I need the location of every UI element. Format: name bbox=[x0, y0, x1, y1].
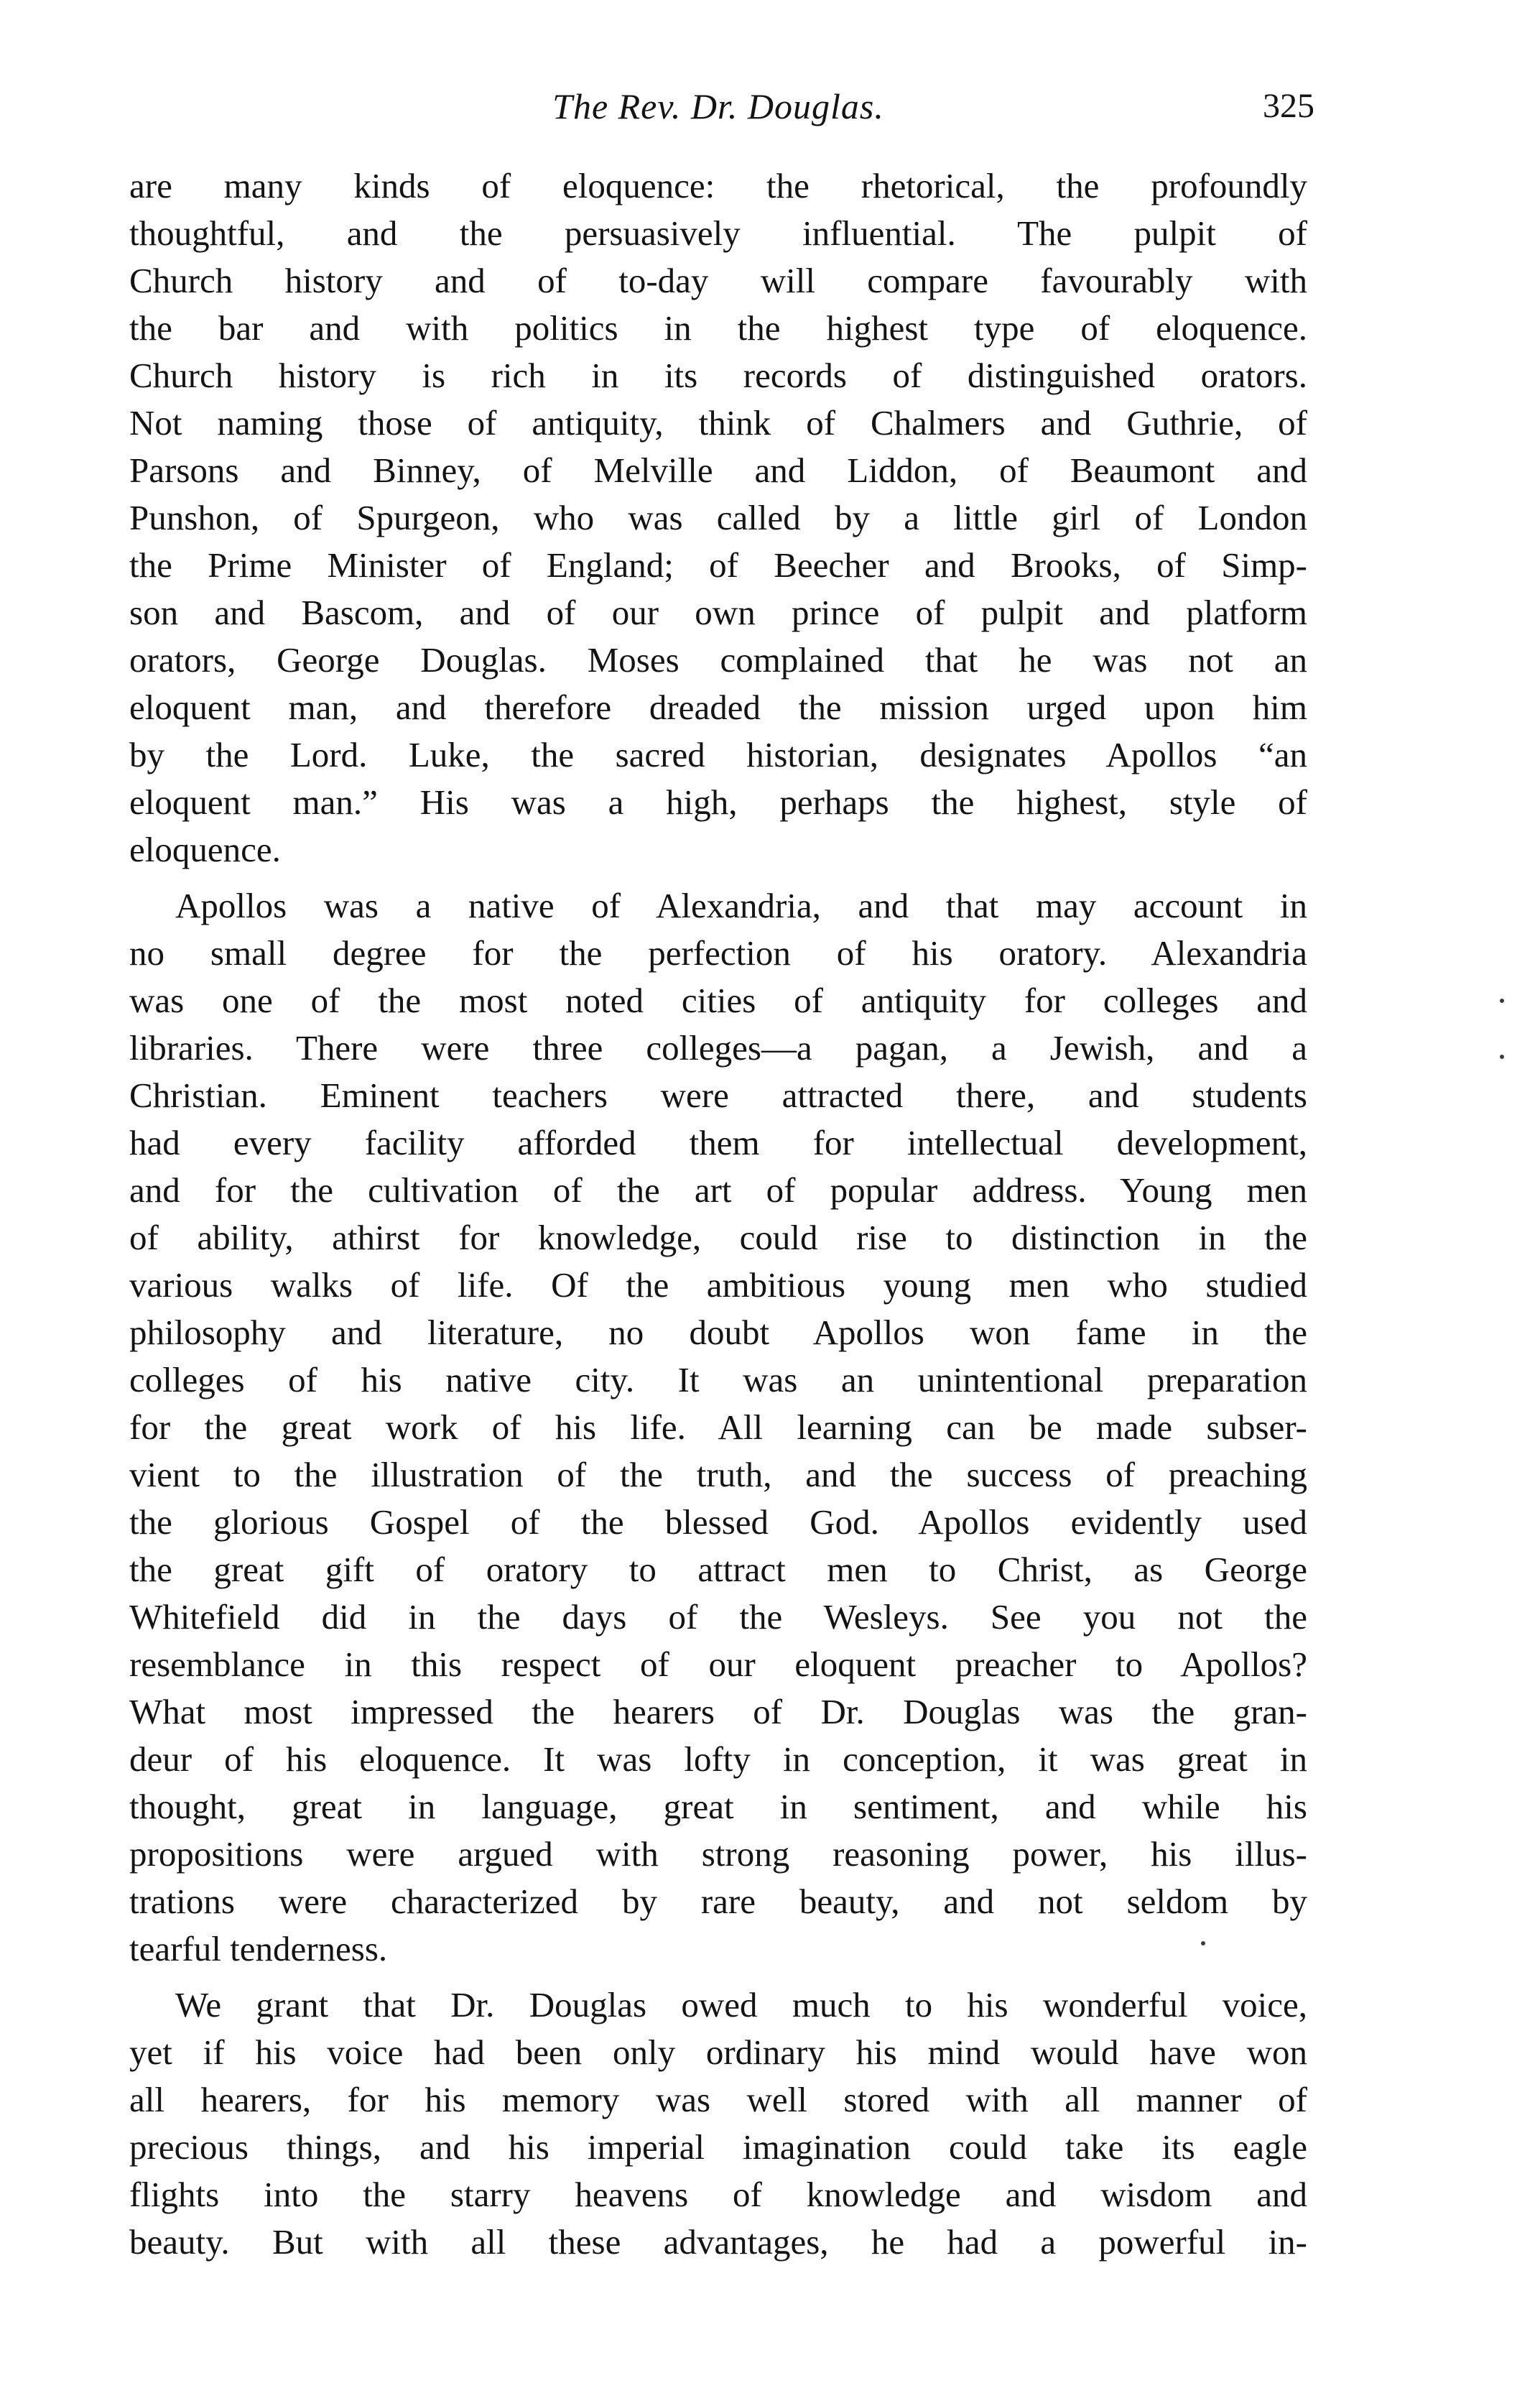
text-line: flights into the starry heavens of knowledge and wisdom and bbox=[129, 2175, 1307, 2214]
text-line: thoughtful, and the persuasively influential. The pulpit of bbox=[129, 213, 1307, 253]
text-line: eloquent man, and therefore dreaded the mission urged upon him bbox=[129, 688, 1307, 727]
text-line: was one of the most noted cities of antiquity for colleges and bbox=[129, 981, 1307, 1020]
text-line: Christian. Eminent teachers were attracted there, and students bbox=[129, 1075, 1307, 1115]
text-line: propositions were argued with strong reasoning power, his illus- bbox=[129, 1834, 1307, 1874]
text-line: the great gift of oratory to attract men to Christ, as George bbox=[129, 1550, 1307, 1589]
text-line: of ability, athirst for knowledge, could rise to distinction in the bbox=[129, 1218, 1307, 1257]
text-line: What most impressed the hearers of Dr. Douglas was the gran- bbox=[129, 1692, 1307, 1731]
text-line: eloquence. bbox=[129, 830, 281, 869]
text-line: son and Bascom, and of our own prince of pulpit and platform bbox=[129, 593, 1307, 632]
text-line: Parsons and Binney, of Melville and Liddon, of Beaumont and bbox=[129, 450, 1307, 490]
text-line: the bar and with politics in the highest type of eloquence. bbox=[129, 308, 1307, 348]
text-line: yet if his voice had been only ordinary his mind would have won bbox=[129, 2032, 1307, 2072]
text-line: colleges of his native city. It was an unintentional preparation bbox=[129, 1360, 1307, 1399]
print-speck bbox=[1500, 1055, 1504, 1059]
text-line: all hearers, for his memory was well stored with all manner of bbox=[129, 2080, 1307, 2119]
text-line: Punshon, of Spurgeon, who was called by a little girl of London bbox=[129, 498, 1307, 537]
text-line: orators, George Douglas. Moses complained that he was not an bbox=[129, 640, 1307, 680]
text-line: deur of his eloquence. It was lofty in conception, it was great in bbox=[129, 1739, 1307, 1779]
text-line: resemblance in this respect of our eloquent preacher to Apollos? bbox=[129, 1644, 1307, 1684]
page-number: 325 bbox=[1263, 87, 1314, 125]
text-line: Whitefield did in the days of the Wesleys. See you not the bbox=[129, 1597, 1307, 1637]
text-line: philosophy and literature, no doubt Apollos won fame in the bbox=[129, 1313, 1307, 1352]
running-title: The Rev. Dr. Douglas. bbox=[552, 86, 884, 126]
text-line: Not naming those of antiquity, think of Chalmers and Guthrie, of bbox=[129, 403, 1307, 443]
text-line: are many kinds of eloquence: the rhetorical, the profoundly bbox=[129, 166, 1307, 205]
text-line: by the Lord. Luke, the sacred historian, designates Apollos “an bbox=[129, 735, 1307, 774]
text-line: Church history is rich in its records of distinguished orators. bbox=[129, 356, 1307, 395]
paragraph-first-line: We grant that Dr. Douglas owed much to his wonderful voice, bbox=[175, 1985, 1307, 2025]
text-line: tearful tenderness. bbox=[129, 1929, 388, 1968]
text-line: vient to the illustration of the truth, and the success of preaching bbox=[129, 1455, 1307, 1494]
text-line: the glorious Gospel of the blessed God. Apollos evidently used bbox=[129, 1502, 1307, 1542]
text-line: Church history and of to-day will compare favourably with bbox=[129, 261, 1307, 300]
text-line: no small degree for the perfection of his oratory. Alexandria bbox=[129, 933, 1307, 973]
text-line: for the great work of his life. All learning can be made subser- bbox=[129, 1407, 1307, 1447]
page-body bbox=[129, 162, 1307, 2266]
text-line: the Prime Minister of England; of Beecher and Brooks, of Simp- bbox=[129, 545, 1307, 585]
text-line: various walks of life. Of the ambitious young men who studied bbox=[129, 1265, 1307, 1305]
text-line: precious things, and his imperial imagination could take its eagle bbox=[129, 2127, 1307, 2167]
text-line: and for the cultivation of the art of popular address. Young men bbox=[129, 1170, 1307, 1210]
print-speck bbox=[1201, 1941, 1205, 1945]
text-line: eloquent man.” His was a high, perhaps the highest, style of bbox=[129, 782, 1307, 822]
text-line: trations were characterized by rare beauty, and not seldom by bbox=[129, 1882, 1307, 1921]
paragraph-first-line: Apollos was a native of Alexandria, and that may account in bbox=[175, 886, 1307, 925]
text-line: had every facility afforded them for intellectual development, bbox=[129, 1123, 1307, 1162]
text-line: libraries. There were three colleges—a pagan, a Jewish, and a bbox=[129, 1028, 1307, 1068]
text-line: thought, great in language, great in sentiment, and while his bbox=[129, 1787, 1307, 1826]
running-head bbox=[122, 78, 1314, 135]
print-speck bbox=[1500, 999, 1504, 1003]
text-line: beauty. But with all these advantages, he had a powerful in- bbox=[129, 2222, 1307, 2262]
